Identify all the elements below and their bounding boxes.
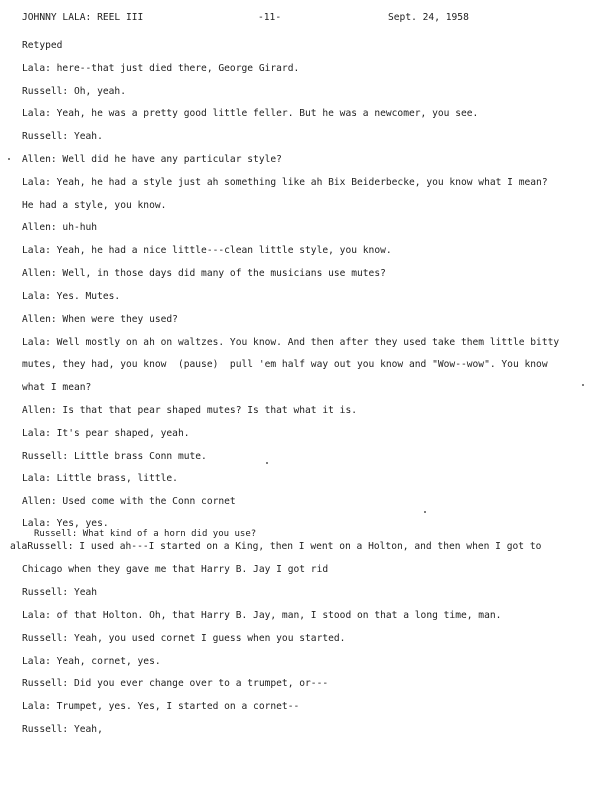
page-number: -11- — [258, 12, 282, 23]
transcript-line: Allen: When were they used? — [22, 314, 178, 325]
transcript-line: Lala: Yeah, he had a style just ah something like ah Bix Beiderbecke, you know what I mean? — [22, 177, 548, 188]
transcript-line: Allen: Is that that pear shaped mutes? Is that what it is. — [22, 405, 358, 416]
transcript-line: Lala: It's pear shaped, yeah. — [22, 428, 190, 439]
transcript-line: Lala: Yes, yes. — [22, 518, 109, 529]
transcript-line: Russell: Yeah, — [22, 724, 103, 735]
transcript-line: Allen: Used come with the Conn cornet — [22, 496, 236, 507]
scan-speck — [424, 511, 426, 513]
inserted-line: Russell: What kind of a horn did you use? — [34, 529, 257, 539]
scan-speck — [8, 158, 10, 160]
transcript-line: Lala: Yeah, he was a pretty good little feller. But he was a newcomer, you see. — [22, 108, 479, 119]
transcript-line: Lala: Yeah, he had a nice little---clean little style, you know. — [22, 245, 392, 256]
header-date: Sept. 24, 1958 — [388, 12, 469, 23]
retyped-note: Retyped — [22, 40, 63, 51]
transcript-line: Lala: Little brass, little. — [22, 473, 178, 484]
transcript-line: Allen: uh-huh — [22, 222, 98, 233]
transcript-line: Russell: Yeah — [22, 587, 98, 598]
transcript-line: Russell: Did you ever change over to a trumpet, or--- — [22, 678, 329, 689]
transcript-line: Russell: Yeah. — [22, 131, 103, 142]
transcript-line: Allen: Well did he have any particular style? — [22, 154, 282, 165]
transcript-line: mutes, they had, you know (pause) pull 'em half way out you know and "Wow--wow". You know — [22, 359, 548, 370]
overtyped-line: alaRussell: I used ah---I started on a King, then I went on a Holton, and then when I got to — [10, 541, 542, 552]
transcript-line: Chicago when they gave me that Harry B. Jay I got rid — [22, 564, 329, 575]
scan-speck — [582, 384, 584, 386]
scan-speck — [266, 462, 268, 464]
transcript-line: Lala: here--that just died there, George Girard. — [22, 63, 300, 74]
transcript-line: what I mean? — [22, 382, 92, 393]
transcript-line: Lala: Yeah, cornet, yes. — [22, 656, 161, 667]
transcript-line: Russell: Yeah, you used cornet I guess when you started. — [22, 633, 346, 644]
transcript-line: Allen: Well, in those days did many of the musicians use mutes? — [22, 268, 386, 279]
transcript-line: Lala: Well mostly on ah on waltzes. You know. And then after they used take them little bitty — [22, 337, 560, 348]
transcript-line: Russell: Oh, yeah. — [22, 86, 126, 97]
transcript-line: Lala: of that Holton. Oh, that Harry B. Jay, man, I stood on that a long time, man. — [22, 610, 502, 621]
transcript-line: Lala: Yes. Mutes. — [22, 291, 121, 302]
page-header — [22, 12, 592, 26]
transcript-line: Russell: Little brass Conn mute. — [22, 451, 207, 462]
transcript-line: Lala: Trumpet, yes. Yes, I started on a cornet-- — [22, 701, 300, 712]
header-title: JOHNNY LALA: REEL III — [22, 12, 144, 23]
transcript-line: He had a style, you know. — [22, 200, 167, 211]
